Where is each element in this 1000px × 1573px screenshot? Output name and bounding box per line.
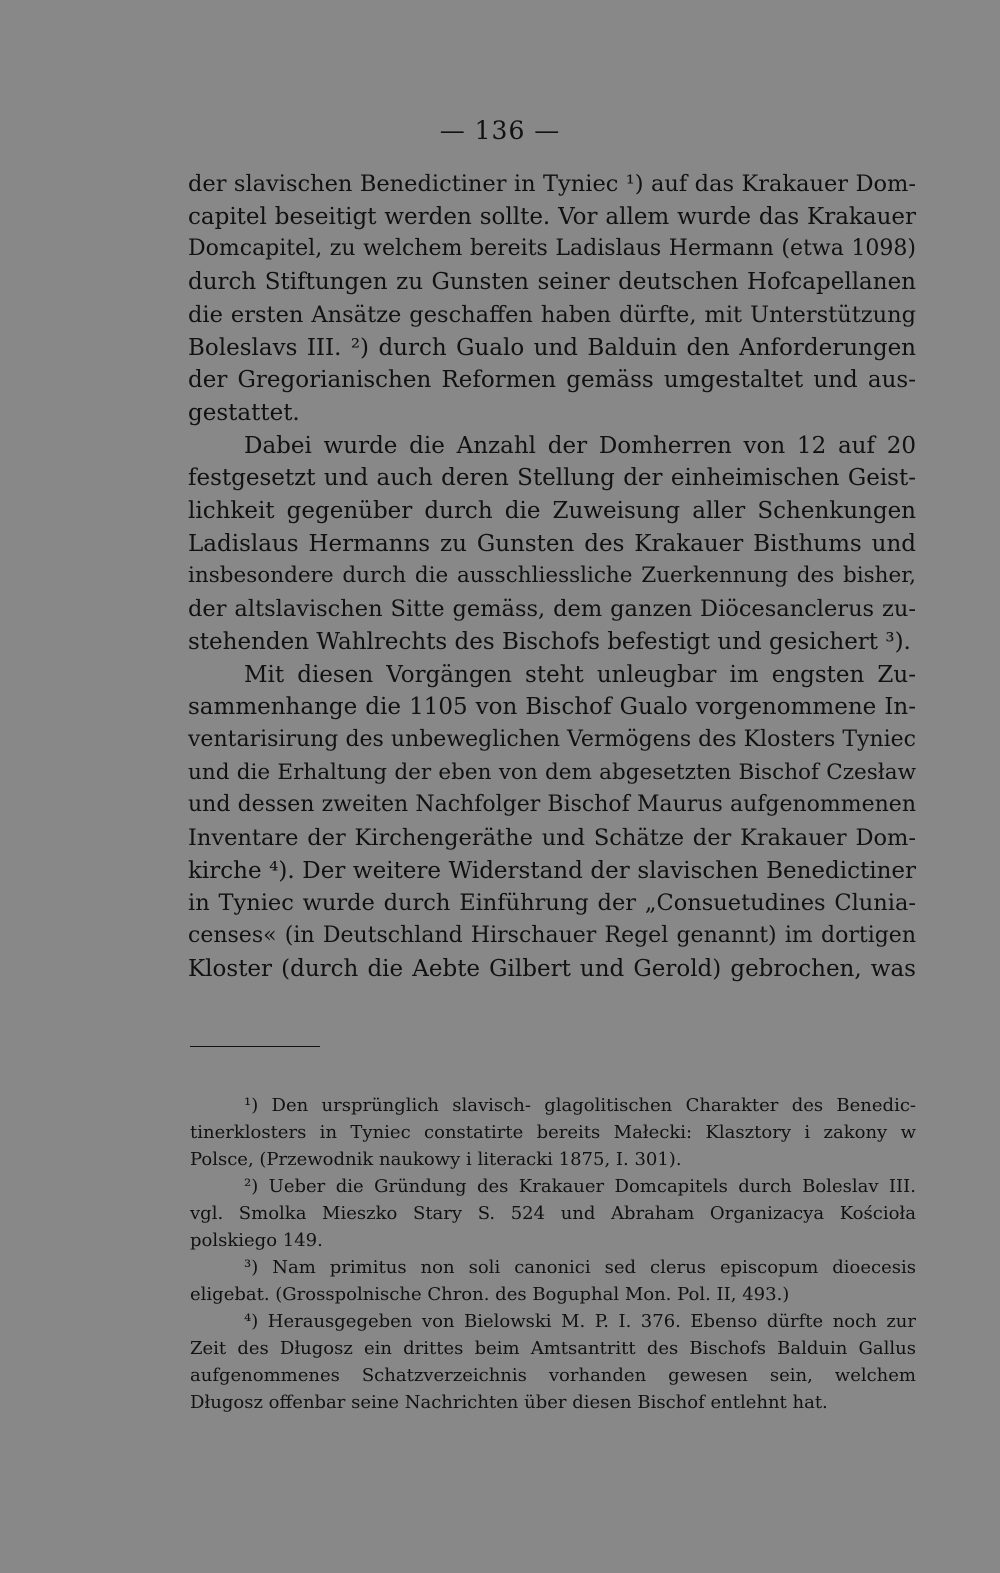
body-line: gestattet. [188,399,300,426]
body-line: ventarisirung des unbeweglichen Vermögens des Klosters Tyniec [188,726,916,752]
footnote-line: ³) Nam primitus non soli canonici sed clerus episcopum dioecesis [244,1257,916,1278]
footnote-line: Długosz offenbar seine Nachrichten über diesen Bischof entlehnt hat. [190,1392,828,1413]
body-line: Dabei wurde die Anzahl der Domherren von 12 auf 20 [244,432,916,459]
body-line: sammenhange die 1105 von Bischof Gualo vorgenommene In- [188,694,916,721]
body-line: in Tyniec wurde durch Einführung der „Consuetudines Clunia- [188,890,916,917]
footnote-line: Polsce, (Przewodnik naukowy i literacki 1875, I. 301). [190,1149,682,1170]
footnote-line: ²) Ueber die Gründung des Krakauer Domcapitels durch Boleslav III. [244,1176,916,1197]
body-line: Kloster (durch die Aebte Gilbert und Gerold) gebrochen, was [188,955,916,982]
body-line: Inventare der Kirchengeräthe und Schätze der Krakauer Dom- [188,825,916,851]
body-line: Domcapitel, zu welchem bereits Ladislaus Hermann (etwa 1098) [188,236,916,262]
body-line: durch Stiftungen zu Gunsten seiner deutschen Hofcapellanen [188,269,916,296]
footnote-line: vgl. Smolka Mieszko Stary S. 524 und Abraham Organizacya Kościoła [190,1203,916,1224]
body-line: insbesondere durch die ausschliessliche Zuerkennung des bisher, [188,563,916,589]
body-line: der Gregorianischen Reformen gemäss umgestaltet und aus- [188,367,916,394]
body-line: der altslavischen Sitte gemäss, dem ganzen Diöcesanclerus zu- [188,596,916,623]
body-line: und dessen zweiten Nachfolger Bischof Maurus aufgenommenen [188,792,916,818]
body-line: Ladislaus Hermanns zu Gunsten des Krakauer Bisthums und [188,530,916,557]
footnote-line: polskiego 149. [190,1230,323,1251]
body-line: Mit diesen Vorgängen steht unleugbar im engsten Zu- [244,661,916,688]
body-line: capitel beseitigt werden sollte. Vor allem wurde das Krakauer [188,203,916,230]
page-number: — 136 — [439,116,561,145]
body-line: censes« (in Deutschland Hirschauer Regel genannt) im dortigen [188,923,916,949]
body-line: kirche ⁴). Der weitere Widerstand der slavischen Benedictiner [188,857,916,884]
footnote-separator [190,1046,320,1047]
footnote-line: ¹) Den ursprünglich slavisch- glagolitischen Charakter des Benedic- [244,1095,916,1116]
body-line: der slavischen Benedictiner in Tyniec ¹) auf das Krakauer Dom- [188,171,916,197]
body-line: Boleslavs III. ²) durch Gualo und Balduin den Anforderungen [188,334,916,361]
body-line: die ersten Ansätze geschaffen haben dürfte, mit Unterstützung [188,301,916,328]
body-line: festgesetzt und auch deren Stellung der einheimischen Geist- [188,465,916,492]
footnote-line: aufgenommenes Schatzverzeichnis vorhanden gewesen sein, welchem [190,1365,916,1386]
footnote-line: eligebat. (Grosspolnische Chron. des Boguphal Mon. Pol. II, 493.) [190,1284,790,1305]
body-line: stehenden Wahlrechts des Bischofs befestigt und gesichert ³). [188,628,911,655]
footnote-line: tinerklosters in Tyniec constatirte bereits Małecki: Klasztory i zakony w [190,1122,916,1143]
body-line: und die Erhaltung der eben von dem abgesetzten Bischof Czesław [188,759,916,785]
footnote-line: Zeit des Długosz ein drittes beim Amtsantritt des Bischofs Balduin Gallus [190,1338,916,1359]
footnote-line: ⁴) Herausgegeben von Bielowski M. P. I. 376. Ebenso dürfte noch zur [244,1311,916,1332]
body-line: lichkeit gegenüber durch die Zuweisung aller Schenkungen [188,498,916,524]
